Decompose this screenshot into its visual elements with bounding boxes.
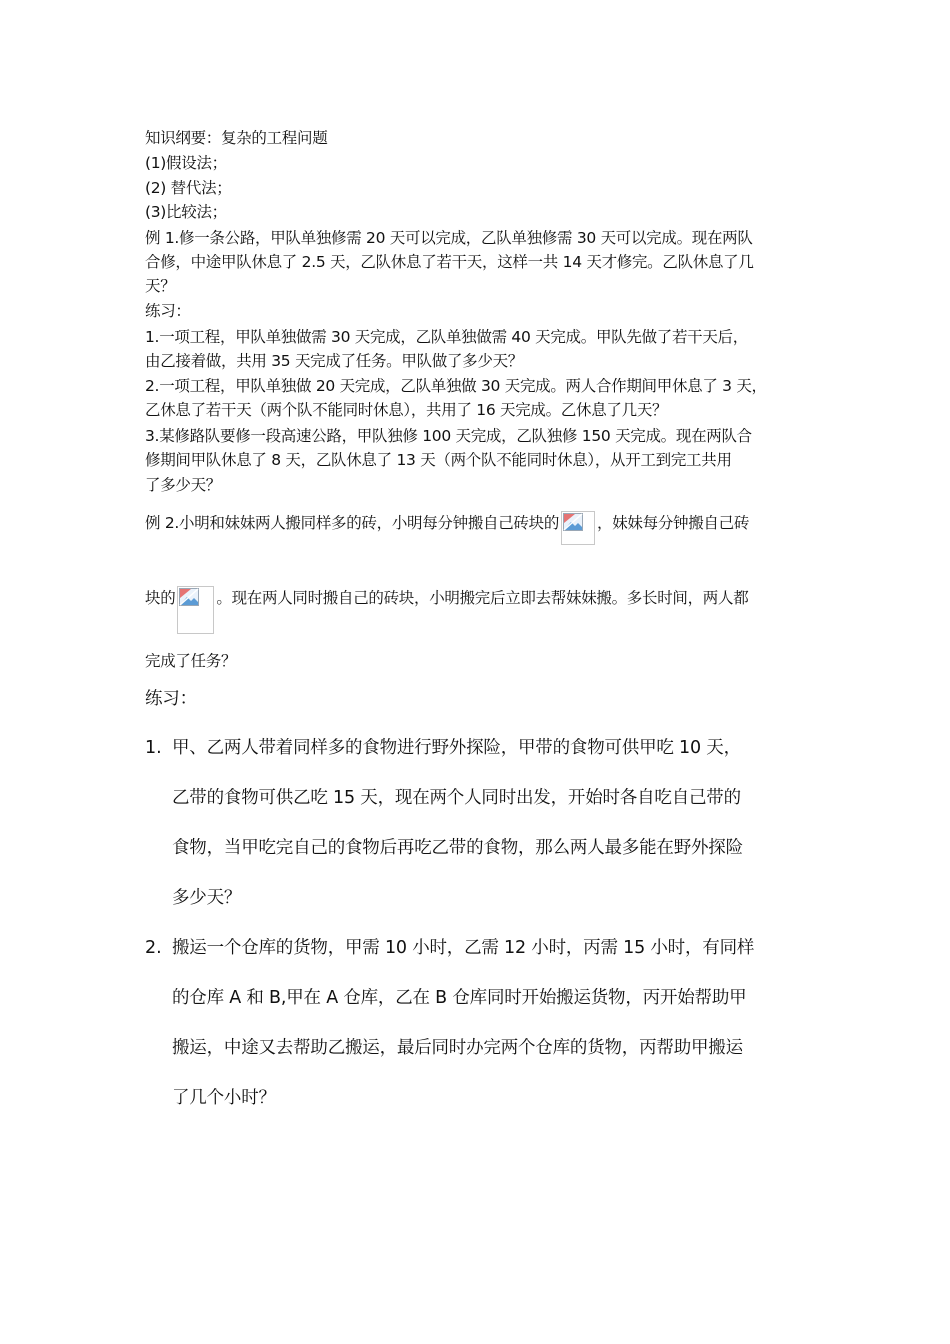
practice2-item-2-line-1: 搬运一个仓库的货物，甲需 10 小时，乙需 12 小时，丙需 15 小时，有同样	[172, 938, 755, 958]
heading: 知识纲要：复杂的工程问题	[145, 129, 328, 147]
practice1-label: 练习：	[145, 302, 191, 320]
broken-image-icon	[177, 586, 214, 634]
example1-line-3: 天？	[145, 277, 176, 295]
method-1: (1)假设法；	[145, 154, 227, 172]
example1-line-1: 例 1.修一条公路，甲队单独修需 20 天可以完成，乙队单独修需 30 天可以完成。现在两队	[145, 229, 753, 247]
example2-line-2-text-a: 块的	[145, 589, 176, 607]
practice2-item-2-line-3: 搬运，中途又去帮助乙搬运，最后同时办完两个仓库的货物，丙帮助甲搬运	[172, 1038, 743, 1058]
practice2-item-2-line-4: 了几个小时？	[172, 1088, 276, 1108]
practice2-label: 练习：	[145, 689, 197, 709]
example2-line-2	[145, 586, 748, 634]
broken-image-icon	[561, 511, 595, 545]
method-2: (2) 替代法；	[145, 179, 232, 197]
practice2-item-1-line-3: 食物，当甲吃完自己的食物后再吃乙带的食物，那么两人最多能在野外探险	[172, 838, 743, 858]
practice1-line-5: 3.某修路队要修一段高速公路，甲队独修 100 天完成，乙队独修 150 天完成。现在两队合	[145, 427, 752, 445]
practice1-line-4: 乙休息了若干天（两个队不能同时休息），共用了 16 天完成。乙休息了几天？	[145, 401, 668, 419]
example1-line-2: 合修，中途甲队休息了 2.5 天，乙队休息了若干天，这样一共 14 天才修完。乙队休息了几	[145, 253, 754, 271]
practice1-line-7: 了多少天？	[145, 476, 222, 494]
example2-line-2-text-b: 。现在两人同时搬自己的砖块，小明搬完后立即去帮妹妹搬。多长时间，两人都	[216, 589, 749, 607]
practice2-item-1-number: 1.	[145, 738, 162, 758]
practice1-line-1: 1.一项工程，甲队单独做需 30 天完成，乙队单独做需 40 天完成。甲队先做了若干天后，	[145, 328, 748, 346]
method-3: (3)比较法；	[145, 203, 227, 221]
practice2-item-1-line-4: 多少天？	[172, 888, 242, 908]
practice2-item-1-line-2: 乙带的食物可供乙吃 15 天，现在两个人同时出发，开始时各自吃自己带的	[172, 788, 741, 808]
example2-line-1-text-a: 例 2.小明和妹妹两人搬同样多的砖，小明每分钟搬自己砖块的	[145, 514, 560, 532]
example2-line-1-text-b: ，妹妹每分钟搬自己砖	[597, 514, 750, 532]
example2-line-1	[145, 511, 749, 545]
practice1-line-2: 由乙接着做，共用 35 天完成了任务。甲队做了多少天？	[145, 352, 523, 370]
practice2-item-1-line-1: 甲、乙两人带着同样多的食物进行野外探险，甲带的食物可供甲吃 10 天，	[172, 738, 741, 758]
example2-line-3: 完成了任务？	[145, 652, 237, 670]
practice2-item-2-line-2: 的仓库 A 和 B,甲在 A 仓库，乙在 B 仓库同时开始搬运货物，丙开始帮助甲	[172, 988, 747, 1008]
practice1-line-6: 修期间甲队休息了 8 天，乙队休息了 13 天（两个队不能同时休息），从开工到完工共用	[145, 451, 732, 469]
practice2-item-2-number: 2.	[145, 938, 162, 958]
practice1-line-3: 2.一项工程，甲队单独做 20 天完成，乙队单独做 30 天完成。两人合作期间甲休息了 3 天，	[145, 377, 767, 395]
